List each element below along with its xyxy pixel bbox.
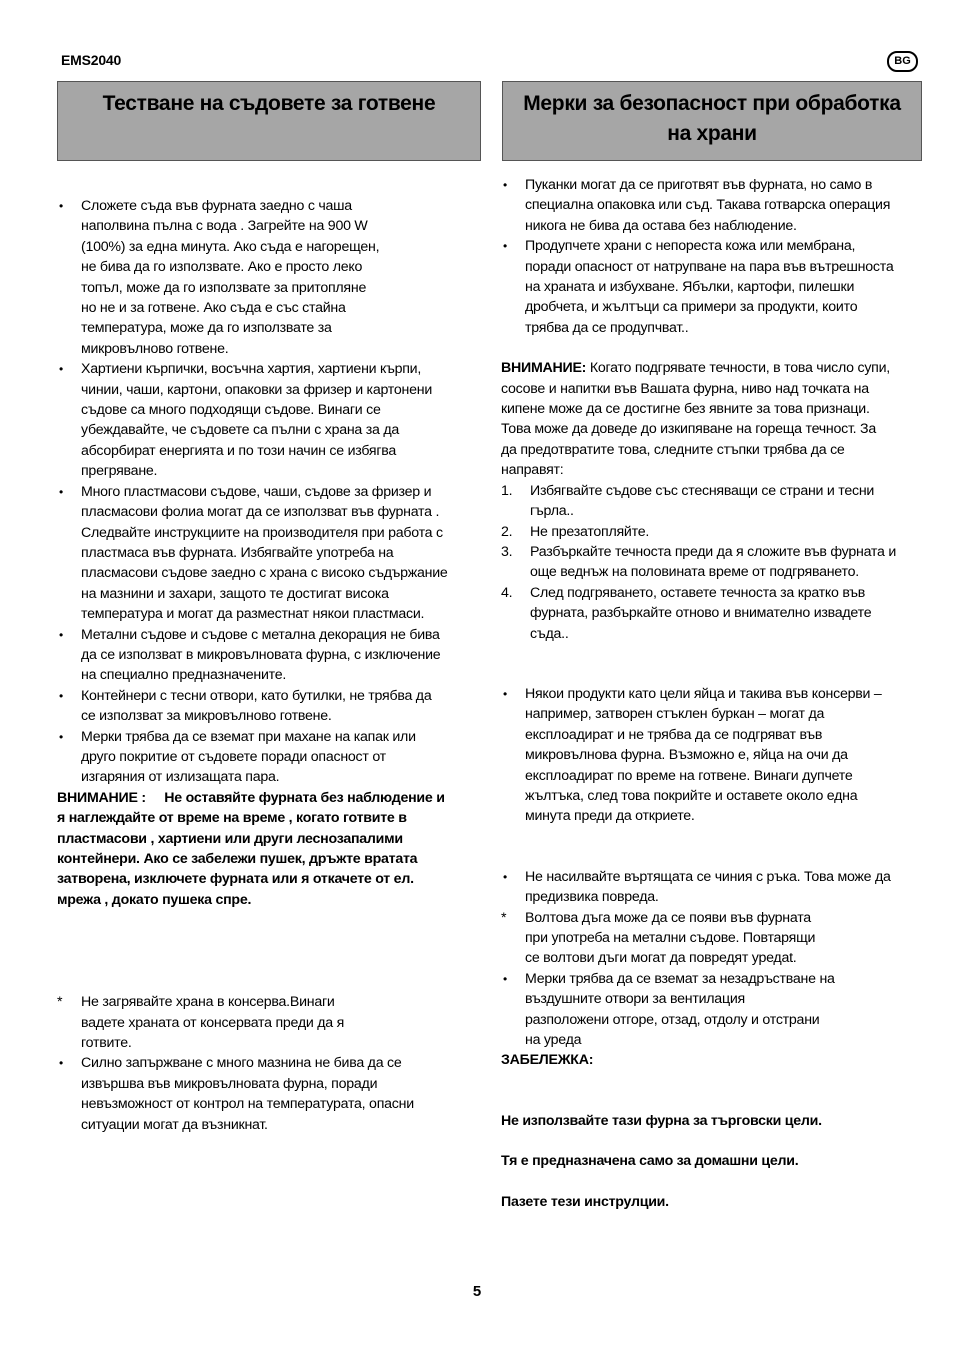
language-badge: BG	[887, 51, 918, 72]
text-line: Контейнери с тесни отвори, като бутилки, не трябва да	[81, 687, 432, 704]
text-line: прегряване.	[81, 463, 158, 480]
list-item	[57, 992, 479, 1053]
text-line: Волтова дъга може да се появи във фурната	[525, 909, 811, 926]
bullet-icon: •	[503, 239, 507, 254]
star-icon: *	[57, 994, 63, 1011]
left-section-title	[57, 81, 481, 161]
text-line: се използват за микровълново готвене.	[81, 708, 332, 725]
text-line: невъзможност от контрол на температурата, опасни	[81, 1096, 414, 1113]
text-line: на мазнини и захари, защото те достигат висока	[81, 585, 389, 602]
right-column	[501, 175, 926, 1212]
step-item	[501, 481, 926, 522]
text-line: да се използват в микровълновата фурна, с изключение	[81, 646, 441, 663]
text-line: наполвина пълна с вода . Загрейте на 900 W	[81, 218, 368, 235]
list-item	[57, 359, 479, 481]
text-line: абсорбират енергията и по този начин се избягва	[81, 442, 397, 459]
text-line: температура и могат да разместнат някои пластмаси.	[81, 606, 425, 623]
left-title-text: Тестване на съдовете за готвене	[102, 92, 436, 115]
bullet-icon: •	[59, 199, 63, 213]
list-item	[57, 727, 479, 788]
text-line: Някои продукти като цели яйца и такива във консерви –	[525, 685, 882, 702]
text-line: пласмасови фолиа могат да се използват във фурната .	[81, 504, 440, 521]
text-line: затворена, изключете фурната или я откачете от ел.	[57, 871, 414, 888]
warning-first-line	[501, 358, 926, 378]
step-number: 4.	[501, 584, 513, 601]
text-line: никога не бива да остава без наблюдение.	[525, 217, 797, 234]
text-line: още веднъж на половината време от подгряването.	[530, 564, 859, 581]
text-line: микровълново готвене.	[81, 340, 229, 357]
text-line: Хартиени кърпички, восъчна хартия, хартиени кърпи,	[81, 361, 422, 378]
step-number: 3.	[501, 543, 513, 560]
right-title-line-2: на храни	[667, 122, 757, 145]
note-line: Не използвайте тази фурна за търговски цели.	[501, 1112, 822, 1129]
bullet-icon: •	[59, 627, 63, 642]
text-line: Силно запържване с много мазнина не бива да се	[81, 1055, 402, 1072]
text-line: изгаряния от излизащата пара.	[81, 769, 280, 786]
list-item	[57, 1053, 479, 1135]
text-line: Пуканки могат да се приготвят във фурната, но само в	[525, 177, 873, 193]
text-line: друго покритие от съдовете поради опасност от	[81, 748, 386, 765]
step-number: 1.	[501, 482, 513, 499]
right-bullet-list	[501, 175, 926, 338]
text-line: да предотвратите това, следните стъпки трябва да се	[501, 441, 845, 458]
list-item	[501, 175, 926, 236]
text-line: жълтъка, след това покрийте и оставете около една	[525, 787, 858, 804]
text-line: мрежа , докато пушека спре.	[57, 891, 252, 908]
text-line: пластмаса във фурната. Избягвайте употреба на	[81, 544, 394, 561]
text-line: съдове са много подходящи съдове. Винаги се	[81, 402, 381, 419]
right-warning	[501, 358, 926, 480]
text-line: дробчета, и жълтъци са примери за продукти, които	[525, 299, 858, 316]
text-line: сосове и напитки във Вашата фурна, ниво над точката на	[501, 380, 869, 397]
list-item	[57, 196, 479, 359]
list-item	[501, 969, 926, 1051]
text-line: не бива да го използвате. Ако е просто леко	[81, 259, 363, 276]
model-number: EMS2040	[61, 52, 122, 68]
text-line: топъл, може да го използвате за притопляне	[81, 279, 367, 296]
text-line: Много пластмасови съдове, чаши, съдове за фризер и	[81, 483, 432, 500]
note-label: ЗАБЕЛЕЖКА:	[501, 1052, 594, 1069]
bullet-icon: •	[503, 178, 507, 192]
spacer	[501, 1172, 926, 1192]
step-item	[501, 542, 926, 583]
list-item	[501, 867, 926, 908]
text-line: Когато подгрявате течности, в това число супи,	[586, 360, 890, 377]
left-warning	[57, 788, 479, 910]
text-line: при употреба на метални съдове. Повтарящи	[525, 930, 816, 946]
spacer	[501, 338, 926, 358]
text-line: Мерки трябва да се вземат за незадръстване на	[525, 970, 835, 987]
left-bullet-list	[57, 196, 479, 788]
text-line: предизвика повреда.	[525, 889, 659, 906]
text-line: чинии, чаши, картони, опаковки за фризер и картонени	[81, 381, 433, 398]
bullet-icon: •	[503, 971, 507, 986]
warning-label: ВНИМАНИЕ :	[57, 789, 146, 806]
text-line: Избягвайте съдове със стесняващи се страни и тесни	[530, 482, 875, 499]
spacer	[501, 644, 926, 684]
text-line: я наглеждайте от време на време , когато готвите в	[57, 810, 407, 827]
page-number: 5	[472, 1283, 482, 1300]
spacer	[501, 1131, 926, 1151]
note-line: Пазете тези инструлции.	[501, 1193, 669, 1210]
warning-label: ВНИМАНИЕ:	[501, 360, 587, 377]
spacer	[57, 910, 479, 992]
text-line: Това може да доведе до изкипяване на гореща течност. За	[501, 421, 876, 438]
text-line: на уреда	[525, 1032, 582, 1049]
warning-first-line	[57, 788, 479, 808]
text-line: трябва да се продупчват..	[525, 319, 689, 336]
bullet-icon: •	[59, 362, 63, 377]
text-line: ситуации могат да възникнат.	[81, 1116, 268, 1133]
text-line: Не оставяйте фурната без наблюдение и	[164, 789, 445, 806]
text-line: се волтови дъги могат да повредят уредat.	[525, 950, 797, 967]
text-line: извършва във микровълновата фурна, поради	[81, 1075, 378, 1092]
text-line: поради опасност от натрупване на пара във вътрешноста	[525, 258, 894, 275]
text-line: микровълнова фурна. Възможно е, яйца на очи да	[525, 747, 848, 764]
bullet-icon: •	[59, 729, 63, 744]
list-item	[501, 236, 926, 338]
text-line: въздушните отвори за вентилация	[525, 991, 745, 1008]
list-item	[57, 686, 479, 727]
text-line: например, затворен стъклен буркан – могат да	[525, 706, 825, 723]
list-item	[501, 684, 926, 827]
text-line: Продупчете храни с непореста кожа или мембрана,	[525, 238, 856, 255]
text-line: но не и за готвене. Ако съда е със стайна	[81, 300, 346, 317]
note-line: Тя е предназначена само за домашни цели.	[501, 1153, 799, 1170]
text-line: Следвайте инструкциите на производителя при работа с	[81, 524, 443, 541]
text-line: минута преди да откриете.	[525, 808, 695, 825]
text-line: Разбъркайте течноста преди да я сложите във фурната и	[530, 543, 897, 560]
bullet-icon: •	[59, 1056, 63, 1071]
text-line: Метални съдове и съдове с метална декорация не бива	[81, 626, 440, 643]
text-line: Сложете съда във фурната заедно с чаша	[81, 198, 352, 214]
text-line: фурната, разбъркайте отново и внимателно извадете	[530, 605, 872, 622]
text-line: направят:	[501, 462, 564, 479]
steps-list	[501, 481, 926, 644]
text-line: експлоадират по време на готвене. Винаги дупчете	[525, 767, 853, 784]
right-section-title	[502, 81, 922, 161]
text-line: кипене може да се достигне без явните за това признаци.	[501, 401, 870, 418]
text-line: (100%) за една минута. Ако съда е нагорещен,	[81, 238, 380, 255]
bullet-icon: •	[503, 869, 507, 884]
left-column	[57, 196, 479, 1135]
text-line: Мерки трябва да се вземат при махане на капак или	[81, 728, 416, 745]
text-line: експлоадират и не трябва да се подгряват във	[525, 726, 823, 743]
text-line: вадете храната от консервата преди да я	[81, 1014, 345, 1031]
list-item	[501, 908, 926, 969]
text-line: След подгряването, оставете течноста за кратко във	[530, 584, 866, 601]
text-line: на специално предназначените.	[81, 667, 287, 684]
right-title-line-1: Мерки за безопасност при обработка	[523, 92, 901, 115]
spacer	[501, 827, 926, 867]
text-line: Не насилвайте въртящата се чиния с ръка. Това може да	[525, 868, 891, 885]
bullet-icon: •	[59, 484, 63, 499]
text-line: готвите.	[81, 1035, 132, 1052]
text-line: пластмасови , хартиени или други леснозапалими	[57, 830, 403, 847]
text-line: гърла..	[530, 503, 574, 520]
text-line: разположени отгоре, отзад, отдолу и отстрани	[525, 1011, 820, 1028]
star-icon: *	[501, 909, 507, 926]
text-line: специална опаковка или съд. Такава готварска операция	[525, 197, 891, 214]
text-line: съда..	[530, 625, 569, 642]
text-line: температура, може да го използвате за	[81, 320, 332, 337]
text-line: контейнери. Ако се забележи пушек, дръжте вратата	[57, 851, 418, 867]
text-line: Не загрявайте храна в консерва.Винаги	[81, 994, 335, 1011]
spacer	[501, 1071, 926, 1111]
step-item	[501, 583, 926, 644]
text-line: пласмасови съдове заедно с храна с високо съдържание	[81, 565, 448, 582]
text-line: убеждавайте, че съдовете са пълни с храна за да	[81, 422, 400, 439]
step-item	[501, 522, 926, 542]
step-number: 2.	[501, 523, 513, 540]
text-line: Не презатопляйте.	[530, 523, 650, 540]
list-item	[57, 625, 479, 686]
bullet-icon: •	[503, 686, 507, 701]
bullet-icon: •	[59, 688, 63, 703]
text-line: на храната и избухване. Ябълки, картофи, пилешки	[525, 279, 855, 296]
list-item	[57, 482, 479, 625]
